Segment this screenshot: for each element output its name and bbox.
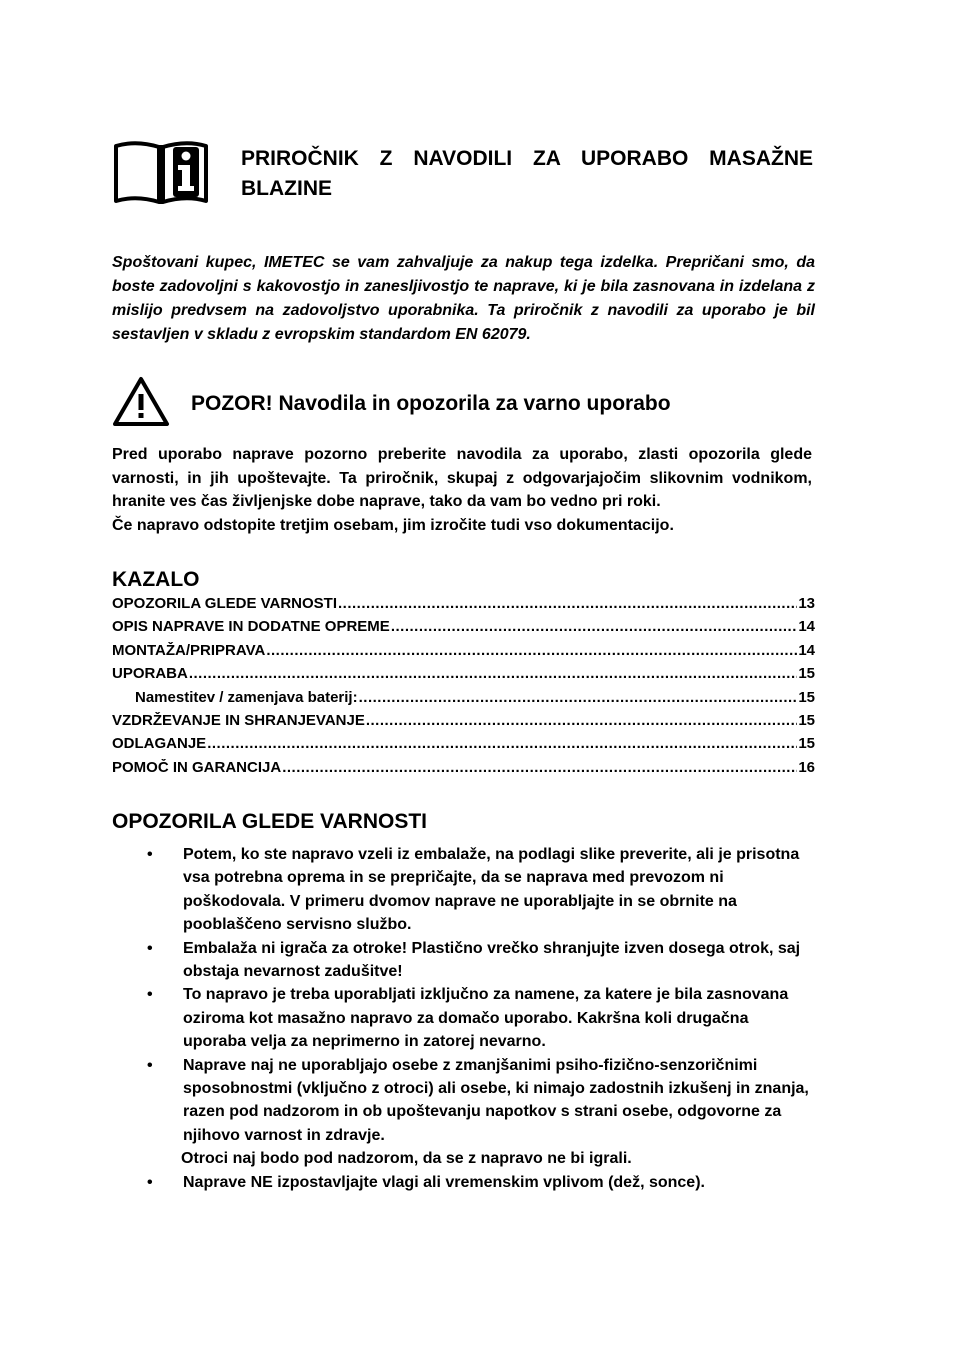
- safety-warnings-list: [112, 843, 815, 1194]
- toc-entry-page: 15: [798, 665, 815, 683]
- safety-instructions-text: Pred uporabo naprave pozorno preberite navodila za uporabo, zlasti opozorila glede varnosti, in jih upoštevajte. Ta priročnik, skupaj z odgovarjajočim slikovnim vodnikom, hranite ves čas življenjske dobe naprave, tako da vam bo vedno pri roki.: [112, 446, 812, 510]
- toc-leader-dots: [366, 712, 797, 729]
- list-item: [112, 983, 815, 1053]
- toc-entry-page: 15: [798, 688, 815, 706]
- toc-entry[interactable]: [112, 665, 815, 688]
- toc-entry[interactable]: [112, 618, 815, 641]
- toc-heading: KAZALO: [112, 568, 200, 591]
- toc-entry[interactable]: [112, 595, 815, 618]
- toc-leader-dots: [282, 759, 797, 776]
- toc-leader-dots: [266, 642, 797, 659]
- list-item: [112, 1054, 815, 1171]
- toc-entry-page: 14: [798, 641, 815, 659]
- list-item-text: To napravo je treba uporabljati izključno za namene, za katere je bila zasnovana oziroma kot masažno napravo za domačo uporabo. Kakršna koli drugačna uporaba velja za neprimerno in zatorej nevarno.: [183, 986, 789, 1051]
- toc-leader-dots: [391, 618, 798, 635]
- bullet-icon: •: [147, 1173, 153, 1191]
- list-item-text: Naprave naj ne uporabljajo osebe z zmanjšanimi psiho-fizično-senzoričnimi sposobnostmi (vključno z otroci) ali osebe, ki nimajo zadostnih izkušenj in znanja, razen pod nadzorom in ob upoštevanju napotkov s strani osebe, odgovorne za njihovo varnost in zdravje.: [183, 1056, 809, 1144]
- toc-entry-label: VZDRŽEVANJE IN SHRANJEVANJE: [112, 711, 365, 729]
- bullet-icon: •: [147, 939, 153, 957]
- toc-entry[interactable]: [112, 759, 815, 782]
- bullet-icon: •: [147, 846, 153, 863]
- toc-entry-page: 14: [798, 618, 815, 636]
- safety-instructions-paragraph: [112, 443, 812, 537]
- toc-leader-dots: [207, 735, 797, 752]
- list-item: [112, 937, 815, 984]
- document-title: PRIROČNIK Z NAVODILI ZA UPORABO MASAŽNE BLAZINE: [241, 147, 813, 200]
- toc-leader-dots: [338, 595, 797, 612]
- toc-entry-label: MONTAŽA/PRIPRAVA: [112, 641, 266, 659]
- list-item-text: Naprave NE izpostavljajte vlagi ali vremenskim vplivom (dež, sonce).: [183, 1173, 705, 1191]
- toc-subentry[interactable]: [112, 689, 815, 712]
- toc-entry-page: 13: [798, 595, 815, 612]
- toc-entry-label: OPOZORILA GLEDE VARNOSTI: [112, 595, 338, 612]
- safety-section-heading: OPOZORILA GLEDE VARNOSTI: [112, 810, 428, 833]
- toc-leader-dots: [189, 665, 797, 682]
- toc-entry-label: POMOČ IN GARANCIJA: [112, 758, 282, 776]
- list-item-text: Embalaža ni igrača za otroke! Plastično vrečko shranjujte izven dosega otrok, saj obstaja nevarnost zadušitve!: [183, 939, 801, 981]
- table-of-contents: [112, 595, 815, 782]
- toc-entry[interactable]: [112, 735, 815, 758]
- toc-entry-label: Namestitev / zamenjava baterij:: [135, 688, 358, 706]
- list-item: [112, 1171, 815, 1194]
- bullet-icon: •: [147, 1056, 153, 1074]
- toc-entry-label: OPIS NAPRAVE IN DODATNE OPREME: [112, 618, 390, 636]
- list-item-text: Potem, ko ste napravo vzeli iz embalaže, na podlagi slike preverite, ali je prisotna vsa potrebna oprema in se prepričajte, da se naprava med prevozom ni poškodovala. V primeru dvomov naprave ne uporabljajte in se obrnite na pooblaščeno servisno službo.: [183, 846, 800, 934]
- list-item-note: Otroci naj bodo pod nadzorom, da se z napravo ne bi igrali.: [181, 1150, 632, 1168]
- list-item: [112, 843, 815, 937]
- bullet-icon: •: [147, 986, 153, 1004]
- intro-paragraph: Spoštovani kupec, IMETEC se vam zahvaljuje za nakup tega izdelka. Prepričani smo, da boste zadovoljni s kakovostjo in zanesljivostjo te naprave, ki je bila zasnovana in izdelana z mislijo predvsem na zadovoljstvo uporabnika. Ta priročnik z navodili za uporabo je bil sestavljen v skladu z evropskim standardom EN 62079.: [112, 254, 815, 343]
- toc-leader-dots: [359, 689, 798, 706]
- toc-entry-page: 15: [798, 735, 815, 753]
- manual-info-icon: [112, 138, 210, 206]
- toc-entry-page: 15: [798, 711, 815, 729]
- toc-entry-label: ODLAGANJE: [112, 735, 207, 753]
- safety-instructions-last-line: Če napravo odstopite tretjim osebam, jim izročite tudi vso dokumentacijo.: [112, 516, 674, 534]
- warning-heading: POZOR! Navodila in opozorila za varno uporabo: [191, 392, 671, 415]
- toc-entry-page: 16: [798, 758, 815, 776]
- warning-triangle-icon: [112, 375, 170, 427]
- toc-entry[interactable]: [112, 642, 815, 665]
- toc-entry[interactable]: [112, 712, 815, 735]
- toc-entry-label: UPORABA: [112, 665, 188, 683]
